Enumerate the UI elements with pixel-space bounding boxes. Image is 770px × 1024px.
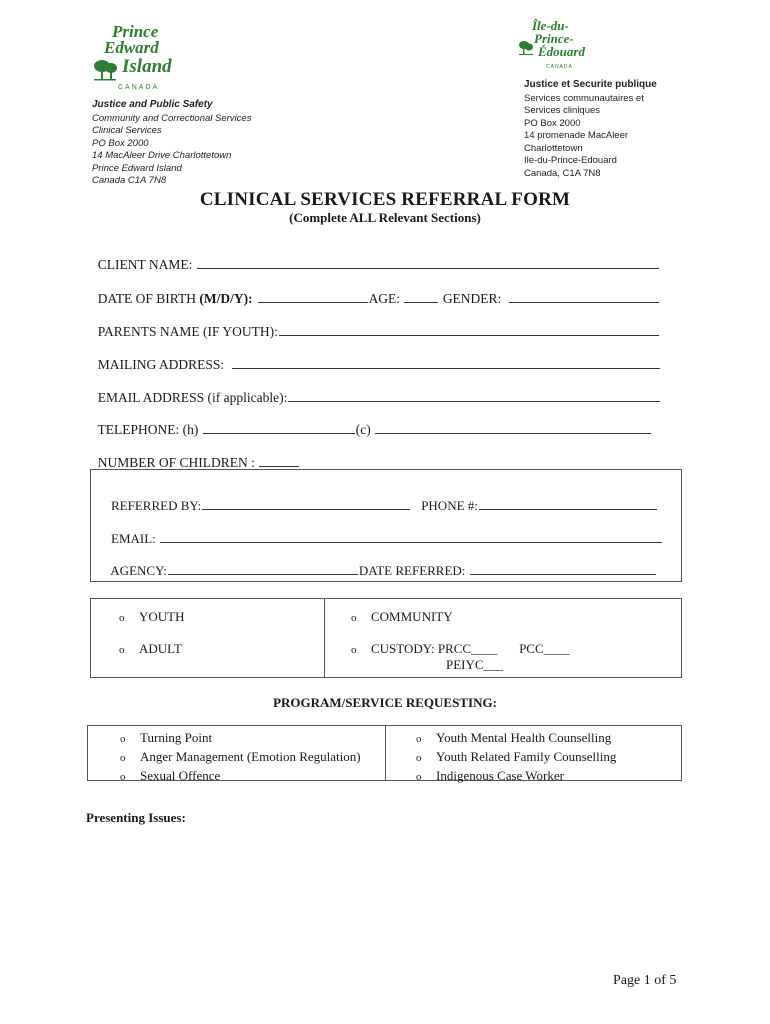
checkbox-circle-icon[interactable]: o: [416, 771, 422, 783]
email-row: [91, 373, 661, 406]
program-option-label: Turning Point: [140, 730, 213, 745]
option-youth[interactable]: [119, 609, 185, 625]
date-referred-label: DATE REFERRED:: [358, 563, 469, 578]
left-address-block: [92, 99, 251, 188]
email-field[interactable]: [288, 389, 660, 402]
address-line: Community and Correctional Services: [92, 112, 252, 124]
program-option-turning-point[interactable]: [120, 729, 361, 748]
form-subtitle: (Complete ALL Relevant Sections): [289, 210, 481, 225]
program-option-anger-management[interactable]: [120, 748, 361, 767]
referral-box: [90, 469, 682, 582]
program-option-sexual-offence[interactable]: [120, 767, 361, 786]
dob-label: DATE OF BIRTH: [97, 291, 200, 306]
program-option-youth-family[interactable]: [416, 748, 616, 767]
children-row: [91, 438, 300, 471]
option-peiyc-label: PEIYC___: [446, 657, 504, 672]
referral-phone-field[interactable]: [479, 497, 657, 510]
checkbox-circle-icon[interactable]: o: [120, 771, 126, 783]
checkbox-circle-icon[interactable]: o: [120, 733, 126, 745]
option-pcc-label: PCC____: [519, 641, 570, 656]
logo-word-prince: Prince: [112, 22, 159, 41]
address-line: Charlottetown: [524, 142, 583, 154]
agency-row: [98, 546, 657, 595]
client-name-field[interactable]: [197, 256, 659, 269]
checkbox-circle-icon[interactable]: o: [119, 612, 125, 624]
form-title: CLINICAL SERVICES REFERRAL FORM: [199, 189, 571, 210]
agency-label: AGENCY:: [110, 563, 167, 578]
home-phone-field[interactable]: [203, 421, 355, 434]
program-divider: [385, 726, 386, 780]
checkbox-circle-icon[interactable]: o: [416, 733, 422, 745]
tree-icon: [518, 40, 534, 56]
program-option-youth-mental-health[interactable]: [416, 729, 616, 748]
email-label: EMAIL ADDRESS (if applicable):: [97, 390, 288, 405]
option-adult-label: ADULT: [139, 641, 182, 656]
option-custody[interactable]: [351, 641, 570, 657]
option-community[interactable]: [351, 609, 453, 625]
mailing-row: [91, 340, 661, 373]
address-line: PO Box 2000: [524, 117, 581, 129]
gender-label: GENDER:: [439, 291, 505, 306]
phone-label: PHONE #:: [421, 498, 478, 513]
program-option-indigenous[interactable]: [416, 767, 616, 786]
checkbox-circle-icon[interactable]: o: [416, 752, 422, 764]
client-name-row: [91, 240, 660, 273]
address-line: Canada C1A 7N8: [92, 175, 167, 186]
telephone-label: TELEPHONE: (h): [97, 422, 202, 437]
pei-logo-right: [518, 18, 594, 72]
program-option-label: Anger Management (Emotion Regulation): [140, 749, 361, 764]
parents-label: PARENTS NAME (IF YOUTH):: [97, 324, 278, 339]
referred-by-field[interactable]: [202, 497, 410, 510]
checkbox-circle-icon[interactable]: o: [351, 644, 357, 656]
dob-row: [91, 274, 660, 307]
logo-country-left: CANADA: [118, 84, 160, 91]
logo-word-island: Island: [122, 56, 172, 77]
checkbox-circle-icon[interactable]: o: [351, 612, 357, 624]
address-line: Prince Edward Island: [92, 162, 182, 174]
program-option-label: Sexual Offence: [140, 768, 221, 783]
parents-row: [91, 307, 660, 340]
parents-field[interactable]: [279, 323, 659, 336]
program-option-label: Youth Mental Health Counselling: [436, 730, 612, 745]
logo-word-edouard: Édouard: [538, 44, 585, 59]
dob-format: (M/D/Y):: [199, 291, 253, 306]
client-name-label: CLIENT NAME:: [97, 257, 196, 272]
right-address-block: [524, 79, 657, 180]
program-option-label: Youth Related Family Counselling: [436, 749, 617, 764]
option-youth-label: YOUTH: [139, 609, 185, 624]
program-heading: PROGRAM/SERVICE REQUESTING:: [273, 695, 497, 710]
children-label: NUMBER OF CHILDREN :: [97, 455, 259, 470]
option-adult[interactable]: [119, 641, 182, 657]
age-field[interactable]: [404, 290, 438, 303]
dob-field[interactable]: [258, 290, 368, 303]
checkbox-circle-icon[interactable]: o: [119, 644, 125, 656]
program-box: [87, 725, 682, 781]
logo-word-prince-fr: Prince-: [534, 31, 574, 46]
referral-email-field[interactable]: [160, 530, 662, 543]
logo-word-edward: Edward: [104, 38, 159, 57]
dept-name-en: Justice and Public Safety: [92, 99, 213, 110]
program-option-label: Indigenous Case Worker: [436, 768, 564, 783]
referred-by-label: REFERRED BY:: [111, 498, 202, 513]
address-line: Canada, C1A 7N8: [524, 167, 601, 179]
referral-email-label: EMAIL:: [111, 531, 160, 546]
address-line: Services communautaires et: [524, 92, 644, 104]
children-field[interactable]: [259, 454, 299, 467]
presenting-issues-label: Presenting Issues:: [86, 810, 186, 825]
gender-field[interactable]: [509, 290, 659, 303]
age-label: AGE:: [368, 291, 404, 306]
logo-country-right: CANADA: [546, 64, 573, 70]
dept-name-fr: Justice et Securite publique: [524, 79, 657, 90]
address-line: 14 promenade MacAleer: [524, 130, 629, 141]
option-custody-label: CUSTODY: PRCC____: [371, 641, 498, 656]
pei-logo-left: [92, 20, 184, 98]
address-line: 14 MacAleer Drive Charlottetown: [92, 150, 232, 161]
address-line: Ile-du-Prince-Edouard: [524, 155, 617, 166]
telephone-row: [91, 405, 652, 438]
address-line: Services cliniques: [524, 105, 601, 116]
checkbox-circle-icon[interactable]: o: [120, 752, 126, 764]
option-community-label: COMMUNITY: [371, 609, 453, 624]
program-list-left: [120, 729, 361, 786]
mailing-label: MAILING ADDRESS:: [97, 357, 231, 372]
client-type-divider: [324, 599, 325, 677]
tree-icon: [92, 58, 118, 82]
cell-phone-field[interactable]: [375, 421, 651, 434]
cell-label: (c): [355, 422, 375, 437]
agency-field[interactable]: [168, 562, 358, 575]
address-line: Clinical Services: [92, 125, 162, 136]
date-referred-field[interactable]: [470, 562, 656, 575]
logo-word-ile: Île-du-: [532, 18, 569, 33]
address-line: PO Box 2000: [92, 137, 149, 149]
mailing-field[interactable]: [232, 356, 660, 369]
client-type-box: [90, 598, 682, 678]
page-number: Page 1 of 5: [613, 973, 677, 988]
program-list-right: [416, 729, 616, 786]
